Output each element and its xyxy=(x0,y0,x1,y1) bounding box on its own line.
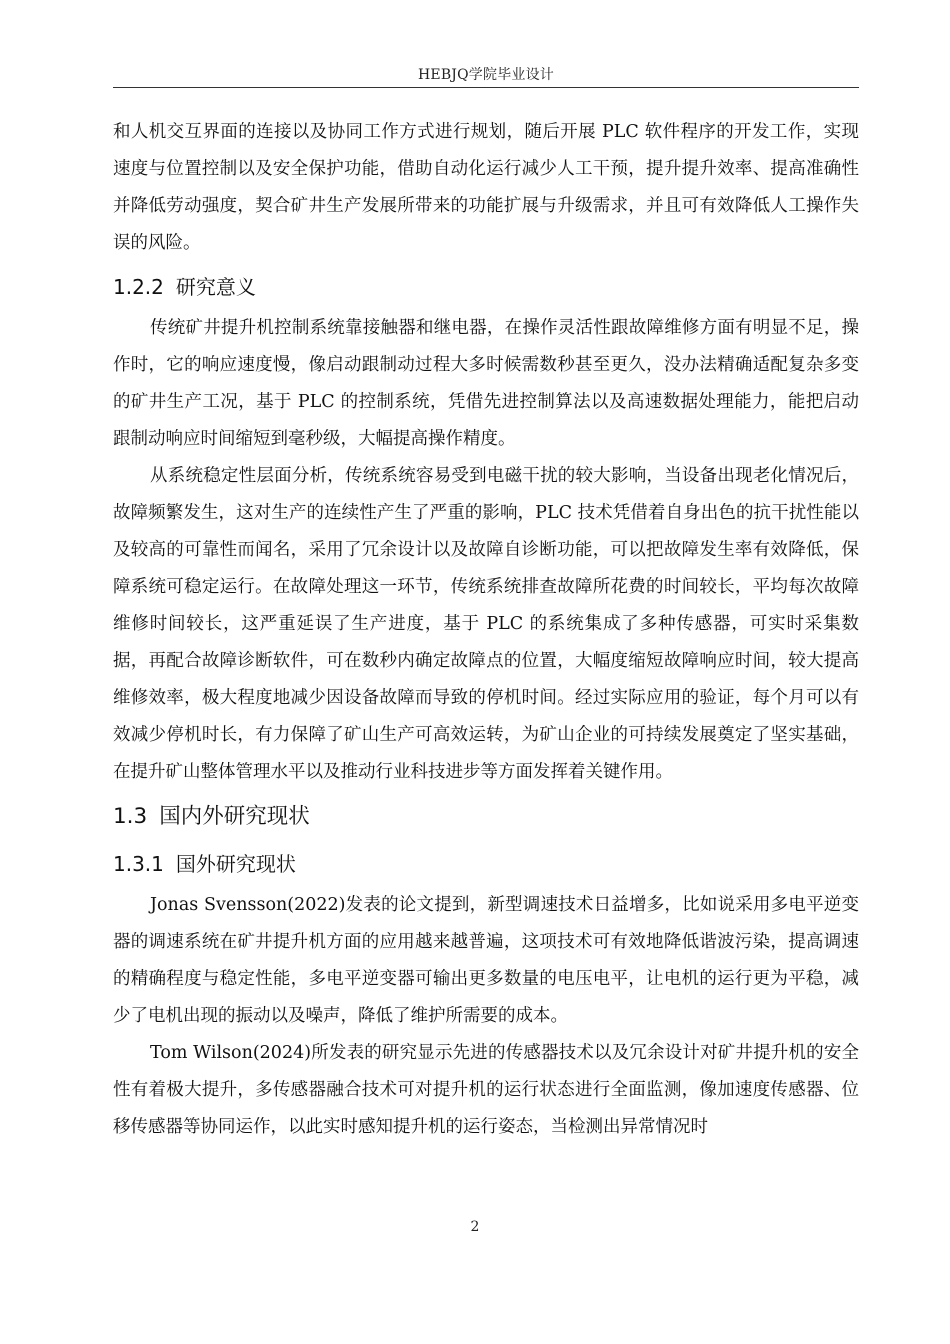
foreign-research-paragraph-2: Tom Wilson(2024)所发表的研究显示先进的传感器技术以及冗余设计对矿井提升机的安全性有着极大提升，多传感器融合技术可对提升机的运行状态进行全面监测，像加速度传感器、位移传感器等协同运作，以此实时感知提升机的运行姿态，当检测出异常情况时 xyxy=(113,1043,859,1137)
heading-number: 1.3.1 xyxy=(113,852,164,876)
intro-paragraph: 和人机交互界面的连接以及协同工作方式进行规划，随后开展 PLC 软件程序的开发工作，实现速度与位置控制以及安全保护功能，借助自动化运行减少人工干预，提升提升效率、提高准确性并降低劳动强度，契合矿井生产发展所带来的功能扩展与升级需求，并且可有效降低人工操作失误的风险。 xyxy=(113,122,859,253)
foreign-research-paragraph-1: Jonas Svensson(2022)发表的论文提到，新型调速技术日益增多，比如说采用多电平逆变器的调速系统在矿井提升机方面的应用越来越普遍，这项技术可有效地降低谐波污染，提高调速的精确程度与稳定性能，多电平逆变器可输出更多数量的电压电平，让电机的运行更为平稳，减少了电机出现的振动以及噪声，降低了维护所需要的成本。 xyxy=(113,895,859,1026)
significance-paragraph-1: 传统矿井提升机控制系统靠接触器和继电器，在操作灵活性跟故障维修方面有明显不足，操作时，它的响应速度慢，像启动跟制动过程大多时候需数秒甚至更久，没办法精确适配复杂多变的矿井生产工况，基于 PLC 的控制系统，凭借先进控制算法以及高速数据处理能力，能把启动跟制动响应时间缩短到毫秒级，大幅提高操作精度。 xyxy=(113,318,859,449)
heading-text: 研究意义 xyxy=(175,275,256,299)
heading-text: 国内外研究现状 xyxy=(159,804,310,829)
heading-1-3 xyxy=(113,804,859,830)
heading-number: 1.2.2 xyxy=(113,275,164,299)
page-content xyxy=(113,114,859,1146)
heading-number: 1.3 xyxy=(113,804,148,829)
heading-1-2-2 xyxy=(113,275,859,299)
significance-paragraph-2: 从系统稳定性层面分析，传统系统容易受到电磁干扰的较大影响，当设备出现老化情况后，故障频繁发生，这对生产的连续性产生了严重的影响，PLC 技术凭借着自身出色的抗干扰性能以及较高的可靠性而闻名，采用了冗余设计以及故障自诊断功能，可以把故障发生率有效降低，保障系统可稳定运行。在故障处理这一环节，传统系统排查故障所花费的时间较长，平均每次故障维修时间较长，这严重延误了生产进度，基于 PLC 的系统集成了多种传感器，可实时采集数据，再配合故障诊断软件，可在数秒内确定故障点的位置，大幅度缩短故障响应时间，较大提高维修效率，极大程度地减少因设备故障而导致的停机时间。经过实际应用的验证，每个月可以有效减少停机时长，有力保障了矿山生产可高效运转，为矿山企业的可持续发展奠定了坚实基础，在提升矿山整体管理水平以及推动行业科技进步等方面发挥着关键作用。 xyxy=(113,466,859,782)
heading-1-3-1 xyxy=(113,852,859,876)
heading-text: 国外研究现状 xyxy=(175,852,296,876)
page-number: 2 xyxy=(470,1219,480,1235)
header-divider xyxy=(113,87,859,88)
running-header: HEBJQ学院毕业设计 xyxy=(417,67,554,83)
